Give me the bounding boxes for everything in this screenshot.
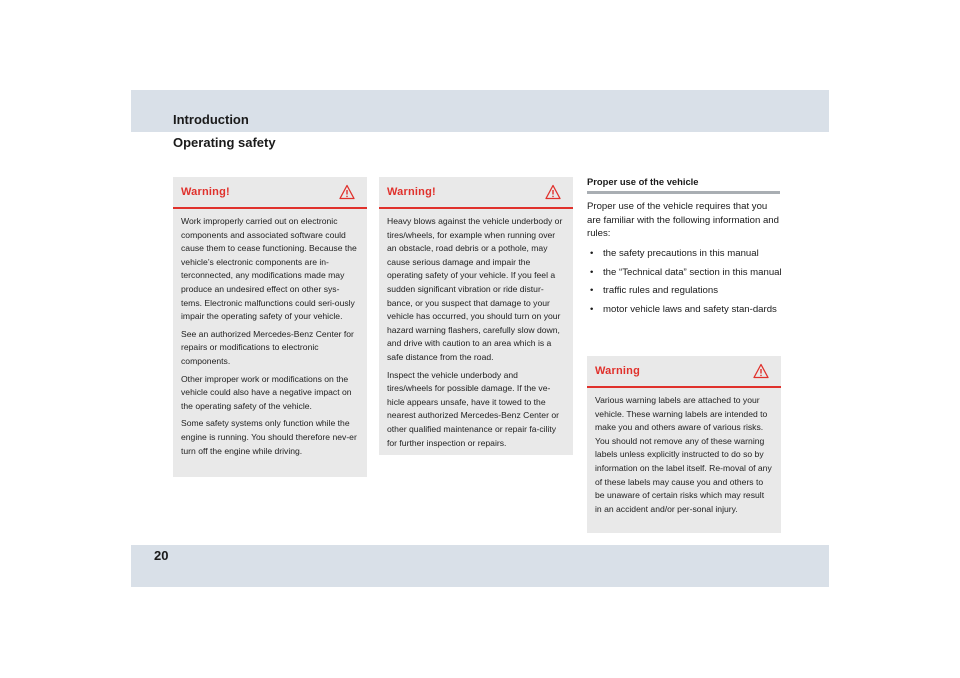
subsection-title: Operating safety (173, 135, 276, 150)
warning-paragraph: Work improperly carried out on electronic components and associated software could cause them to cease functioning. Because the vehicle’s electronic components are in-terconnected, any modifications made may produce an undesired effect on other sys-tems. Electronic malfunctions could seri-ously impair the operating safety of your vehicle. (181, 216, 357, 322)
warning-header (587, 356, 781, 388)
list-item-text: motor vehicle laws and safety stan-dards (603, 303, 777, 315)
footer-band (131, 545, 829, 587)
warning-header (379, 177, 573, 209)
warning-header (173, 177, 367, 209)
list-item-text: the safety precautions in this manual (603, 248, 759, 259)
list-item-text: the “Technical data” section in this manual (603, 266, 782, 278)
list-item (587, 303, 783, 317)
warning-body (173, 209, 367, 468)
page-number: 20 (154, 548, 169, 563)
warning-title: Warning! (387, 186, 436, 198)
warning-paragraph: Other improper work or modifications on the vehicle could also have a negative impact on the operating safety of the vehicle. (181, 373, 352, 411)
warning-box-underbody (379, 177, 573, 455)
warning-body (587, 388, 781, 526)
warning-triangle-icon (339, 184, 355, 200)
list-item (587, 266, 783, 280)
warning-paragraph: Some safety systems only function while the engine is running. You should therefore nev-er turn off the engine while driving. (181, 418, 357, 456)
bullet-glyph: • (590, 285, 594, 297)
warning-paragraph: Various warning labels are attached to your vehicle. These warning labels are intended to make you and others aware of various risks. You should not remove any of these warning labels unless explicitly instructed to do so by information on the label itself. Re-moval of any of these labels may cause you and others to be unaware of certain risks which may result in an accident and/or per-sonal injury. (595, 395, 772, 514)
list-item (587, 247, 783, 261)
warning-paragraph: Inspect the vehicle underbody and tires/wheels for possible damage. If the ve-hicle appears unsafe, have it towed to the nearest authorized Mercedes-Benz Center or other qualified maintenance or repair fa-cility for further inspection or repairs. (387, 369, 559, 448)
warning-box-electronics (173, 177, 367, 477)
proper-use-heading: Proper use of the vehicle (587, 176, 780, 194)
warning-triangle-icon (545, 184, 561, 200)
list-item (587, 284, 783, 298)
warning-title: Warning! (181, 186, 230, 198)
proper-use-intro: Proper use of the vehicle requires that you are familiar with the following information and rules: (587, 201, 779, 240)
warning-box-labels (587, 356, 781, 533)
warning-paragraph: Heavy blows against the vehicle underbody or tires/wheels, for example when running over an obstacle, road debris or a pothole, may cause serious damage and impair the operating safety of your vehicle. If you feel a sudden significant vibration or ride distur-bance, or you suspect that damage to your vehicle has occurred, you should turn on your hazard warning flashers, carefully slow down, and drive with caution to an area which is a safe distance from the road. (387, 216, 563, 362)
bullet-glyph: • (590, 303, 594, 315)
bullet-glyph: • (590, 248, 594, 259)
section-title: Introduction (173, 112, 249, 127)
bullet-glyph: • (590, 266, 594, 278)
proper-use-list (587, 247, 783, 321)
warning-triangle-icon (753, 363, 769, 379)
warning-title: Warning (595, 365, 640, 377)
warning-body (379, 209, 573, 460)
warning-paragraph: See an authorized Mercedes-Benz Center for repairs or modifications to electronic components. (181, 328, 354, 366)
list-item-text: traffic rules and regulations (603, 285, 719, 297)
